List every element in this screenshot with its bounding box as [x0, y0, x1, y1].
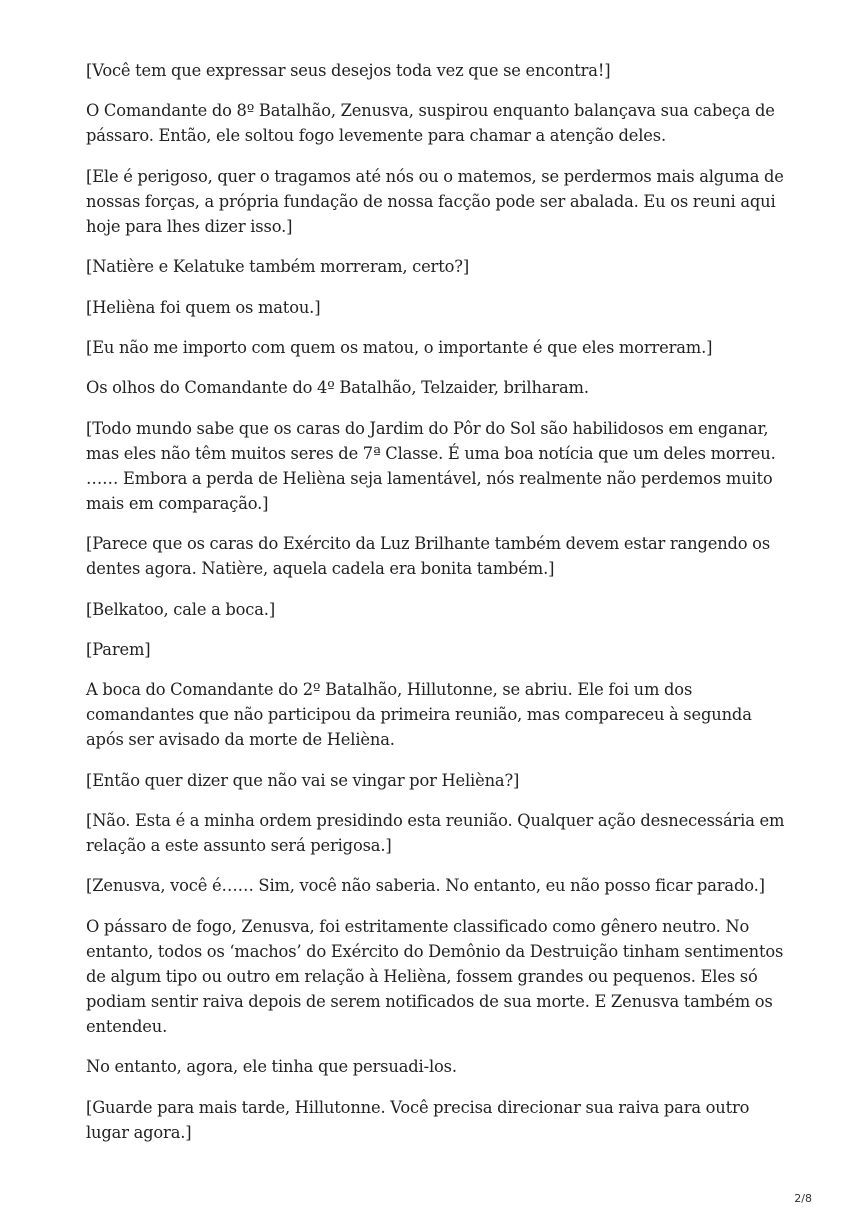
- paragraph-2: O Comandante do 8º Batalhão, Zenusva, suspirou enquanto balançava sua cabeça de pássaro. Então, ele soltou fogo levemente para chamar a atenção deles.: [86, 101, 775, 146]
- paragraph-1: [Você tem que expressar seus desejos toda vez que se encontra!]: [86, 61, 611, 80]
- paragraph-13: [Então quer dizer que não vai se vingar por Helièna?]: [86, 770, 520, 790]
- paragraph-16: O pássaro de fogo, Zenusva, foi estritamente classificado como gênero neutro. No entanto, todos os ‘machos’ do Exército do Demônio da Destruição tinham sentimentos de algum tipo ou outro em relação à Helièna, fossem grandes ou pequenos. Eles só podiam sentir raiva depois de serem notificados de sua morte. E Zenusva também os entendeu.: [86, 916, 784, 1036]
- paragraph-15: [Zenusva, você é…… Sim, você não saberia. No entanto, eu não posso ficar parado.]: [86, 876, 765, 896]
- paragraph-4: [Natière e Kelatuke também morreram, certo?]: [86, 257, 470, 277]
- paragraph-8: [Todo mundo sabe que os caras do Jardim do Pôr do Sol são habilidosos em enganar, mas eles não têm muitos seres de 7ª Classe. É uma boa notícia que um deles morreu. …… Embora a perda de Helièna seja lamentável, nós realmente não perdemos muito mais em comparação.]: [86, 418, 776, 513]
- paragraph-3: [Ele é perigoso, quer o tragamos até nós ou o matemos, se perdermos mais alguma de nossas forças, a própria fundação de nossa facção pode ser abalada. Eu os reuni aqui hoje para lhes dizer isso.]: [86, 166, 784, 236]
- document-page: [86, 58, 788, 1160]
- paragraph-9: [Parece que os caras do Exército da Luz Brilhante também devem estar rangendo os dentes agora. Natière, aquela cadela era bonita também.]: [86, 534, 771, 579]
- paragraph-6: [Eu não me importo com quem os matou, o importante é que eles morreram.]: [86, 337, 713, 357]
- paragraph-11: [Parem]: [86, 639, 151, 659]
- paragraph-18: [Guarde para mais tarde, Hillutonne. Você precisa direcionar sua raiva para outro lugar agora.]: [86, 1097, 750, 1142]
- paragraph-14: [Não. Esta é a minha ordem presidindo esta reunião. Qualquer ação desnecessária em relação a este assunto será perigosa.]: [86, 811, 785, 856]
- paragraph-12: A boca do Comandante do 2º Batalhão, Hillutonne, se abriu. Ele foi um dos comandantes que não participou da primeira reunião, mas compareceu à segunda após ser avisado da morte de Helièna.: [86, 680, 752, 750]
- paragraph-10: [Belkatoo, cale a boca.]: [86, 599, 276, 619]
- paragraph-7: Os olhos do Comandante do 4º Batalhão, Telzaider, brilharam.: [86, 378, 589, 398]
- paragraph-17: No entanto, agora, ele tinha que persuadi-los.: [86, 1057, 457, 1077]
- page-number: 2/8: [794, 1192, 812, 1205]
- paragraph-5: [Helièna foi quem os matou.]: [86, 297, 321, 317]
